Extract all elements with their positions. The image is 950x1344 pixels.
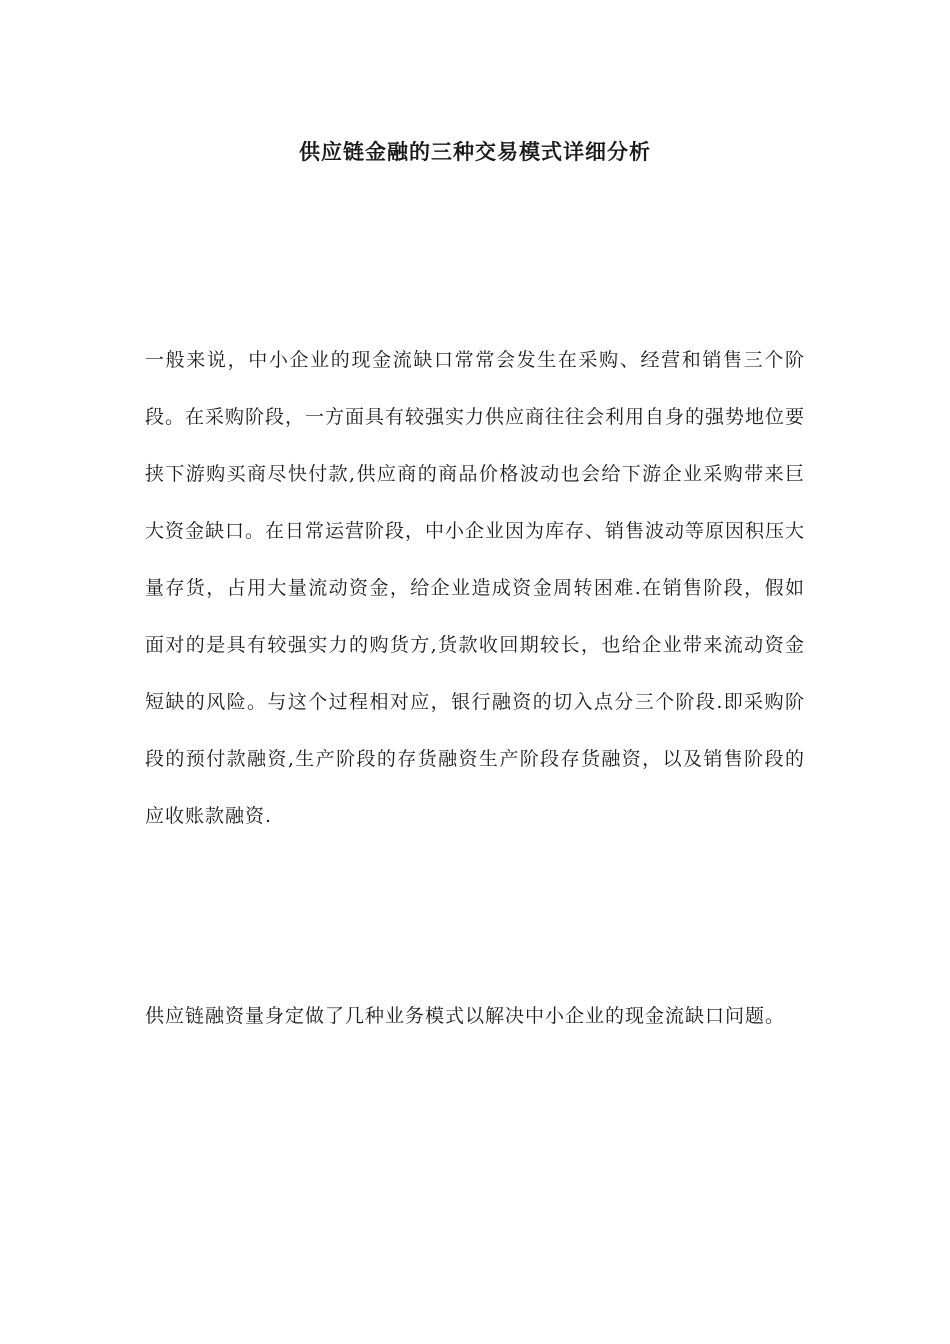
body-paragraph-2: 供应链融资量身定做了几种业务模式以解决中小企业的现金流缺口问题。: [145, 1005, 786, 1027]
document-title: 供应链金融的三种交易模式详细分析: [299, 140, 651, 164]
body-paragraph-1: 一般来说，中小企业的现金流缺口常常会发生在采购、经营和销售三个阶段。在采购阶段，一方面具有较强实力供应商往往会利用自身的强势地位要挟下游购买商尽快付款,供应商的商品价格波动也会给下游企业采购带来巨大资金缺口。在日常运营阶段，中小企业因为库存、销售波动等原因积压大量存货，占用大量流动资金，给企业造成资金周转困难.在销售阶段，假如面对的是具有较强实力的购货方,货款收回期较长，也给企业带来流动资金短缺的风险。与这个过程相对应，银行融资的切入点分三个阶段.即采购阶段的预付款融资,生产阶段的存货融资生产阶段存货融资，以及销售阶段的应收账款融资.: [145, 349, 806, 827]
